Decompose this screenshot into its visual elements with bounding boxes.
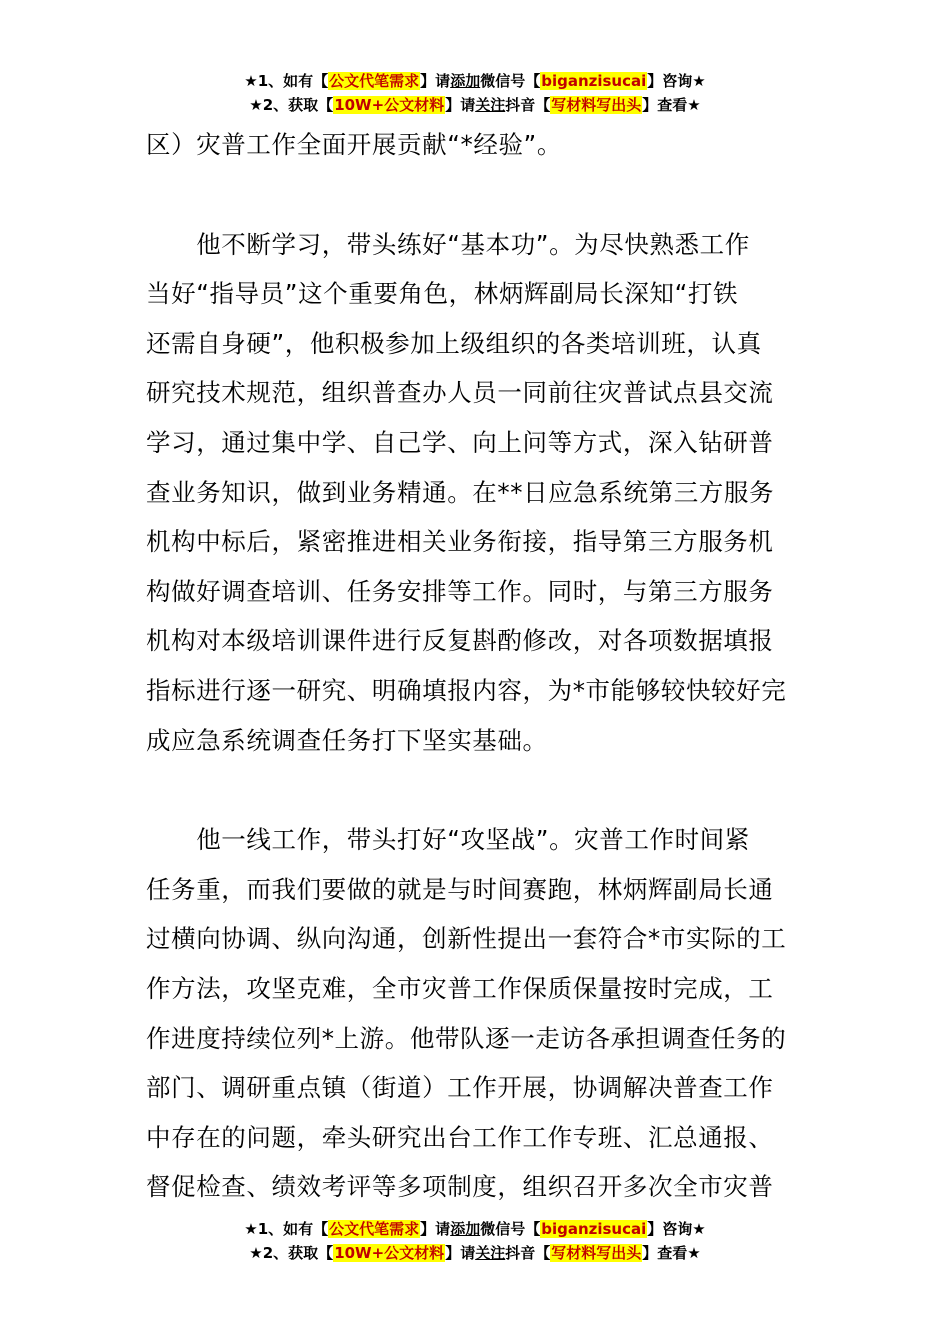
- text-line: 任务重，而我们要做的就是与时间赛跑，林炳辉副局长通: [146, 874, 774, 904]
- banner-text: ★2、获取【: [249, 96, 334, 114]
- banner-text: 抖音【: [505, 96, 551, 114]
- text-line: 部门、调研重点镇（街道）工作开展，协调解决普查工作: [146, 1073, 774, 1103]
- banner-text: 】请: [445, 96, 476, 114]
- text-line: 中存在的问题，牵头研究出台工作工作专班、汇总通报、: [146, 1122, 774, 1152]
- text-line: 机构中标后，紧密推进相关业务衔接，指导第三方服务机: [146, 527, 774, 557]
- text-line: 作方法，攻坚克难，全市灾普工作保质保量按时完成，工: [146, 973, 774, 1003]
- banner-text: 抖音【: [505, 1244, 551, 1262]
- banner-text: 】查看★: [642, 1244, 701, 1262]
- text-line: 机构对本级培训课件进行反复斟酌修改，对各项数据填报: [146, 626, 774, 656]
- banner-text: 】请: [420, 72, 451, 90]
- text-line: 指标进行逐一研究、明确填报内容，为*市能够较快较好完: [146, 675, 787, 705]
- document-body: [146, 120, 810, 1212]
- header-banner: [0, 69, 950, 117]
- paragraph-gap: [146, 170, 810, 220]
- banner-text: 】咨询★: [647, 1220, 706, 1238]
- paragraph-gap: [146, 765, 810, 815]
- banner-underlined: 关注: [475, 1244, 506, 1262]
- banner-text: 】咨询★: [647, 72, 706, 90]
- text-line: 研究技术规范，组织普查办人员一同前往灾普试点县交流: [146, 378, 774, 408]
- banner-text: 微信号【: [480, 1220, 541, 1238]
- text-line: 当好“指导员”这个重要角色，林炳辉副局长深知“打铁: [146, 279, 739, 309]
- banner-text: 微信号【: [480, 72, 541, 90]
- text-line: 过横向协调、纵向沟通，创新性提出一套符合*市实际的工: [146, 924, 787, 954]
- banner-highlight: 公文代笔需求: [329, 72, 420, 90]
- banner-highlight: 公文代笔需求: [329, 1220, 420, 1238]
- banner-highlight: 10W+公文材料: [334, 1244, 445, 1262]
- text-line: 他一线工作，带头打好“攻坚战”。灾普工作时间紧: [146, 825, 750, 855]
- text-line: 学习，通过集中学、自己学、向上问等方式，深入钻研普: [146, 427, 774, 457]
- banner-text: ★1、如有【: [244, 72, 329, 90]
- text-line: 作进度持续位列*上游。他带队逐一走访各承担调查任务的: [146, 1023, 787, 1053]
- banner-underlined: 添加: [450, 1220, 481, 1238]
- text-line: 成应急系统调查任务打下坚实基础。: [146, 725, 548, 755]
- banner-line-1: [0, 1217, 950, 1241]
- banner-wechat-id: biganzisucai: [541, 72, 647, 90]
- banner-underlined: 添加: [450, 72, 481, 90]
- banner-text: 】查看★: [642, 96, 701, 114]
- banner-underlined: 关注: [475, 96, 506, 114]
- banner-douyin-id: 写材料写出头: [551, 1244, 642, 1262]
- text-line: 区）灾普工作全面开展贡献“*经验”。: [146, 130, 562, 159]
- banner-text: ★1、如有【: [244, 1220, 329, 1238]
- banner-line-1: [0, 69, 950, 93]
- text-line: 督促检查、绩效考评等多项制度，组织召开多次全市灾普: [146, 1172, 774, 1202]
- banner-wechat-id: biganzisucai: [541, 1220, 647, 1238]
- text-line: 查业务知识，做到业务精通。在**日应急系统第三方服务: [146, 477, 775, 507]
- text-line: 还需自身硬”，他积极参加上级组织的各类培训班，认真: [146, 328, 762, 358]
- banner-text: 】请: [445, 1244, 476, 1262]
- banner-line-2: [0, 1241, 950, 1265]
- text-line: 他不断学习，带头练好“基本功”。为尽快熟悉工作: [146, 229, 750, 259]
- banner-highlight: 10W+公文材料: [334, 96, 445, 114]
- banner-douyin-id: 写材料写出头: [551, 96, 642, 114]
- banner-text: 】请: [420, 1220, 451, 1238]
- footer-banner: [0, 1217, 950, 1265]
- text-line: 构做好调查培训、任务安排等工作。同时，与第三方服务: [146, 576, 774, 606]
- banner-line-2: [0, 93, 950, 117]
- banner-text: ★2、获取【: [249, 1244, 334, 1262]
